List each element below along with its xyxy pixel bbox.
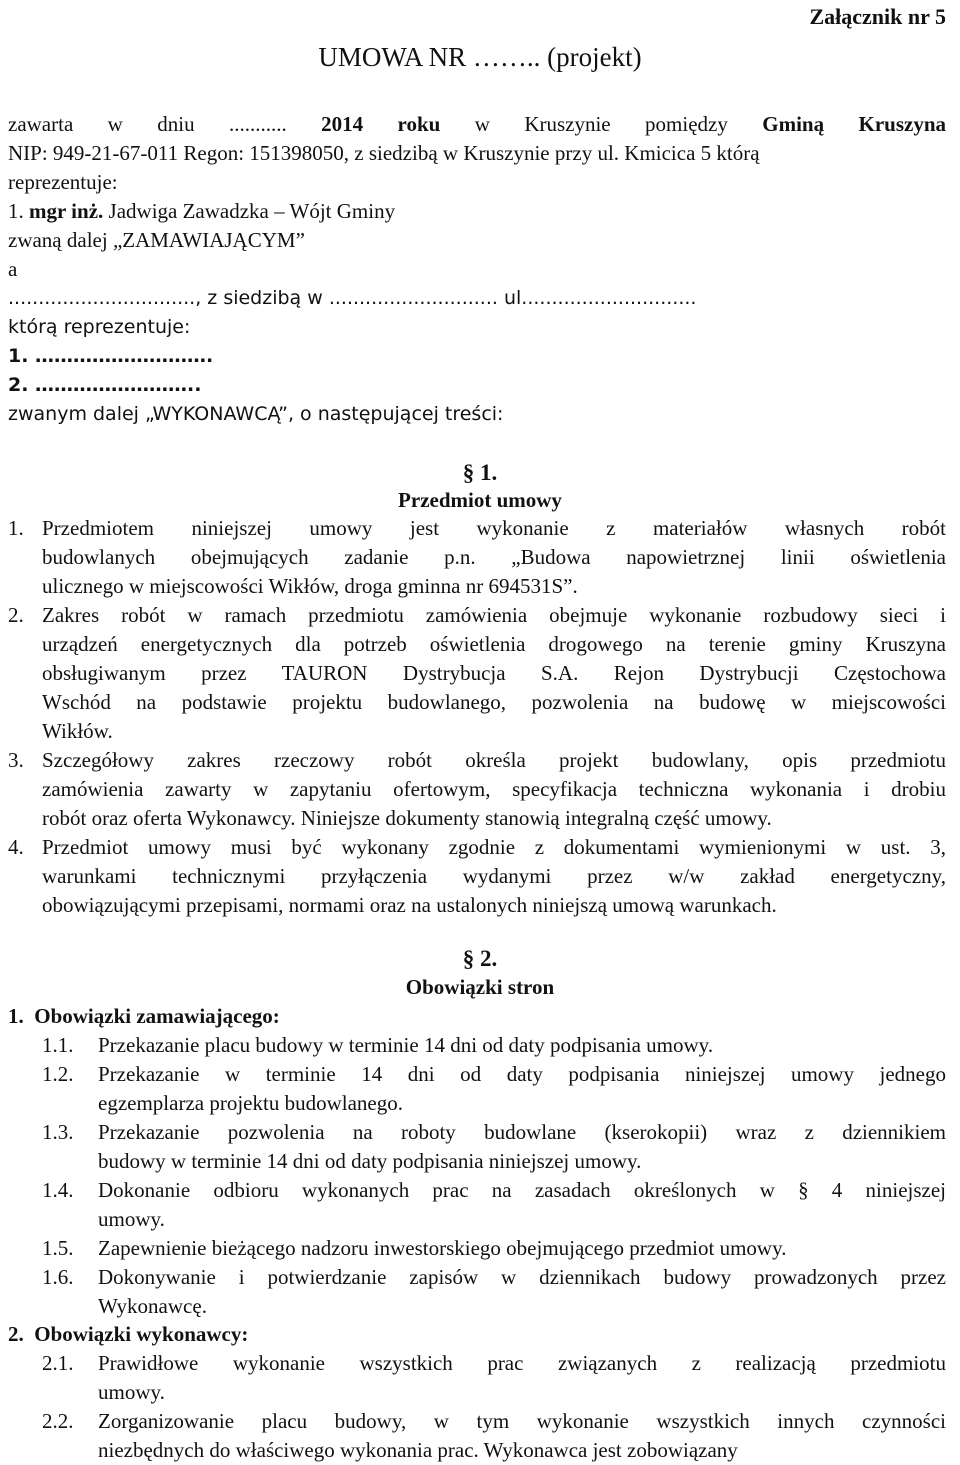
contractor-rep-1: 1. ……………………….: [8, 345, 214, 367]
item-text-line: Przekazanie pozwolenia na roboty budowlane (kserokopii) wraz z dziennikiem: [98, 1120, 946, 1144]
item-number: 1.6.: [42, 1265, 74, 1289]
item-number: 2.: [8, 603, 24, 627]
item-text-line: umowy.: [98, 1207, 165, 1231]
contractor-line: ..............................., z siedzibą w ............................ ul.............................: [8, 287, 697, 309]
and-line: a: [8, 257, 18, 281]
item-text-line: Szczegółowy zakres rzeczowy robót określa projekt budowlany, opis przedmiotu: [42, 748, 946, 772]
section-1-sign: § 1.: [462, 460, 498, 485]
section-2-heading: Obowiązki stron: [405, 975, 555, 999]
item-text-line: urządzeń energetycznych dla potrzeb oświetlenia drogowego na terenie gminy Kruszyna: [42, 632, 946, 656]
contract-title: UMOWA NR …….. (projekt): [318, 42, 642, 72]
item-text-line: Zapewnienie bieżącego nadzoru inwestorskiego obejmującego przedmiot umowy.: [98, 1236, 787, 1260]
section-2-sign: § 2.: [462, 946, 498, 971]
wykonawca-line: zwanym dalej „WYKONAWCĄ”, o następującej treści:: [8, 403, 504, 425]
item-text-line: obowiązującymi przepisami, normami oraz na ustalonych niniejszą umową warunkach.: [42, 893, 777, 917]
item-text-line: robót oraz oferta Wykonawcy. Niniejsze dokumenty stanowią integralną część umowy.: [42, 806, 772, 830]
item-text-line: Zakres robót w ramach przedmiotu zamówienia obejmuje wykonanie rozbudowy sieci i: [42, 603, 946, 627]
zamawiajacy-line: zwaną dalej „ZAMAWIAJĄCYM”: [8, 228, 305, 252]
item-text-line: Wschód na podstawie projektu budowlanego, pozwolenia na budowę w miejscowości: [42, 690, 946, 714]
annex-label: Załącznik nr 5: [809, 4, 946, 29]
item-text-line: budowlanych obejmujących zadanie p.n. „Budowa napowietrznej linii oświetlenia: [42, 545, 946, 569]
group-1-title: 1. Obowiązki zamawiającego:: [8, 1004, 280, 1028]
intro-block: [8, 110, 946, 425]
item-text-line: umowy.: [98, 1380, 165, 1404]
item-text-line: Przekazanie w terminie 14 dni od daty podpisania niniejszej umowy jednego: [98, 1062, 946, 1086]
item-text-line: Przekazanie placu budowy w terminie 14 dni od daty podpisania umowy.: [98, 1033, 714, 1057]
item-text-line: niezbędnych do właściwego wykonania prac. Wykonawca jest zobowiązany: [98, 1438, 738, 1462]
item-text-line: Przedmiot umowy musi być wykonany zgodnie z dokumentami wymienionymi w ust. 3,: [42, 835, 946, 859]
item-number: 1.3.: [42, 1120, 74, 1144]
item-number: 1.1.: [42, 1033, 74, 1057]
item-number: 2.2.: [42, 1409, 74, 1433]
item-text-line: zamówienia zawarty w zapytaniu ofertowym, specyfikacja techniczna wykonania i drobiu: [42, 777, 946, 801]
item-number: 1.: [8, 516, 24, 540]
contractor-rep-2: 2. ……………………..: [8, 374, 202, 396]
item-text-line: Dokonanie odbioru wykonanych prac na zasadach określonych w § 4 niniejszej: [98, 1178, 946, 1202]
item-text-line: budowy w terminie 14 dni od daty podpisania niniejszej umowy.: [98, 1149, 642, 1173]
intro-line-2: NIP: 949-21-67-011 Regon: 151398050, z siedzibą w Kruszynie przy ul. Kmicica 5 którą: [8, 141, 760, 165]
item-number: 1.2.: [42, 1062, 74, 1086]
representative-1: 1. mgr inż. Jadwiga Zawadzka – Wójt Gminy: [8, 199, 396, 223]
item-number: 3.: [8, 748, 24, 772]
item-number: 4.: [8, 835, 24, 859]
item-number: 1.5.: [42, 1236, 74, 1260]
contractor-rep-label: którą reprezentuje:: [8, 316, 191, 338]
item-text-line: obsługiwanym przez TAURON Dystrybucja S.A. Rejon Dystrybucji Częstochowa: [42, 661, 946, 685]
item-text-line: Wykonawcę.: [98, 1294, 207, 1318]
item-text-line: Wikłów.: [42, 719, 113, 743]
intro-line-3: reprezentuje:: [8, 170, 118, 194]
item-number: 1.4.: [42, 1178, 74, 1202]
item-text-line: ulicznego w miejscowości Wikłów, droga gminna nr 694531S”.: [42, 574, 578, 598]
item-text-line: Przedmiotem niniejszej umowy jest wykonanie z materiałów własnych robót: [42, 516, 946, 540]
group-2-title: 2. Obowiązki wykonawcy:: [8, 1322, 249, 1346]
item-text-line: Dokonywanie i potwierdzanie zapisów w dziennikach budowy prowadzonych przez: [98, 1265, 946, 1289]
item-text-line: Prawidłowe wykonanie wszystkich prac związanych z realizacją przedmiotu: [98, 1351, 946, 1375]
section-1-heading: Przedmiot umowy: [398, 488, 562, 512]
item-text-line: Zorganizowanie placu budowy, w tym wykonanie wszystkich innych czynności: [98, 1409, 946, 1433]
item-text-line: egzemplarza projektu budowlanego.: [98, 1091, 403, 1115]
intro-line-1: zawarta w dniu ........... 2014 roku w Kruszynie pomiędzy Gminą Kruszyna: [8, 112, 946, 136]
item-number: 2.1.: [42, 1351, 74, 1375]
item-text-line: warunkami technicznymi przyłączenia wydanymi przez w/w zakład energetyczny,: [42, 864, 946, 888]
